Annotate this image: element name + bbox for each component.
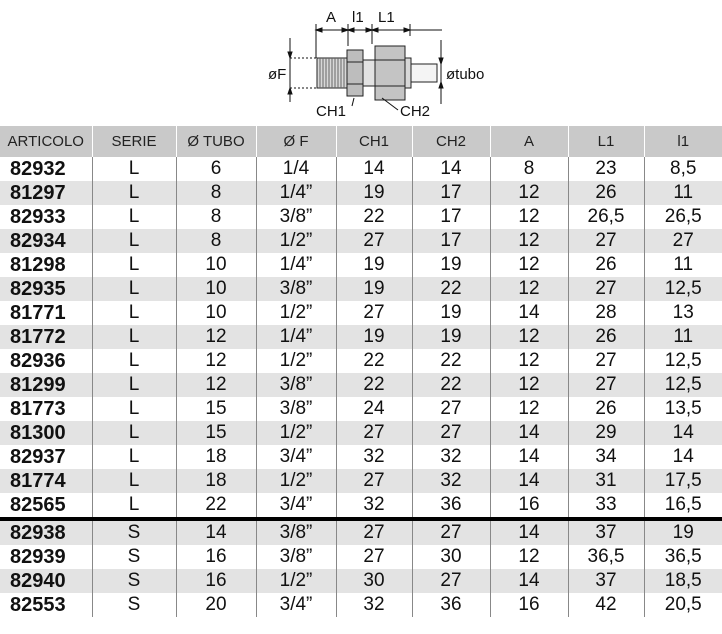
table-cell: L [92,397,176,421]
table-cell: 36,5 [644,545,722,569]
table-cell: 32 [336,593,412,617]
table-cell: 27 [412,397,490,421]
article-code-cell: 81772 [0,325,92,349]
article-code-cell: 81297 [0,181,92,205]
table-cell: 22 [412,349,490,373]
table-cell: 15 [176,397,256,421]
table-cell: 36,5 [568,545,644,569]
table-cell: 22 [336,373,412,397]
table-cell: 16 [176,569,256,593]
table-cell: 19 [412,301,490,325]
article-code-cell: 82553 [10,594,66,616]
table-cell: 12 [490,545,568,569]
table-cell: 16 [490,593,568,617]
table-cell: 22 [412,373,490,397]
table-cell: 14 [490,301,568,325]
table-cell: 22 [336,349,412,373]
table-cell: 22 [412,277,490,301]
table-row [0,325,722,349]
table-cell: 34 [568,445,644,469]
table-cell: 12,5 [644,349,722,373]
table-cell: 12 [490,181,568,205]
table-cell: 12 [490,277,568,301]
column-header: CH2 [412,126,490,157]
table-cell: L [92,253,176,277]
table-cell: 37 [568,519,644,545]
table-cell: 32 [336,445,412,469]
table-cell: 12 [490,205,568,229]
table-cell: 20,5 [644,593,722,617]
table-cell: L [92,493,176,519]
table-cell: 14 [412,157,490,181]
table-cell: 18,5 [644,569,722,593]
table-row [0,569,722,593]
table-row [0,181,722,205]
article-code-cell: 82939 [10,546,66,568]
table-cell: 14 [490,569,568,593]
table-cell: L [92,421,176,445]
table-header-row [0,126,722,157]
table-cell: 18 [176,469,256,493]
table-cell: 1/2” [256,229,336,253]
label-f: øF [268,66,287,83]
table-cell: 11 [644,325,722,349]
table-row [0,373,722,397]
table-cell: 32 [336,493,412,519]
table-cell: 12 [490,373,568,397]
table-cell: 33 [568,493,644,519]
table-cell: 37 [568,569,644,593]
table-cell: 14 [490,445,568,469]
label-tubo: øtubo [446,66,485,83]
table-cell: 27 [568,277,644,301]
table-cell: 26 [568,181,644,205]
table-cell: 16 [490,493,568,519]
table-row [0,593,722,617]
column-header: Ø TUBO [176,126,256,157]
table-row [0,519,722,545]
table-cell: 1/2” [256,301,336,325]
table-cell: 26 [568,253,644,277]
table-row [0,301,722,325]
table-row [0,277,722,301]
article-code-cell: 81773 [10,398,66,420]
table-cell: 1/2” [256,469,336,493]
article-code-cell: 82940 [0,569,92,593]
table-cell: 1/4” [256,253,336,277]
column-header: CH1 [336,126,412,157]
table-cell: 19 [336,277,412,301]
table-cell: 3/8” [256,205,336,229]
table-cell: 19 [412,325,490,349]
table-cell: 23 [568,157,644,181]
table-cell: 14 [490,519,568,545]
table-cell: 18 [176,445,256,469]
table-cell: 27 [568,349,644,373]
column-header: ARTICOLO [0,126,92,157]
table-cell: 27 [568,373,644,397]
table-cell: 22 [336,205,412,229]
table-cell: 26 [568,325,644,349]
table-cell: L [92,469,176,493]
table-cell: 1/4” [256,181,336,205]
table-cell: 12 [490,253,568,277]
table-cell: 14 [644,421,722,445]
table-row [0,349,722,373]
table-cell: 27 [336,469,412,493]
table-cell: 10 [176,277,256,301]
table-cell: 24 [336,397,412,421]
article-code-cell: 82938 [0,519,92,545]
label-ch2: CH2 [400,103,431,120]
table-cell: L [92,301,176,325]
table-row [0,493,722,519]
table-cell: 8 [176,205,256,229]
table-cell: S [92,545,176,569]
table-cell: 3/4” [256,445,336,469]
table-cell: 14 [176,519,256,545]
table-cell: 12 [490,397,568,421]
column-header: l1 [644,126,722,157]
table-cell: 8,5 [644,157,722,181]
table-cell: 19 [336,325,412,349]
column-header: SERIE [92,126,176,157]
table-cell: 26,5 [568,205,644,229]
table-cell: 3/4” [256,493,336,519]
table-cell: 36 [412,493,490,519]
table-cell: L [92,205,176,229]
table-row [0,397,722,421]
table-cell: 27 [336,519,412,545]
table-cell: 27 [336,545,412,569]
table-cell: 36 [412,593,490,617]
table-cell: 27 [568,229,644,253]
label-l1-upper: L1 [378,9,395,26]
table-row [0,253,722,277]
table-cell: 1/2” [256,569,336,593]
table-cell: 3/8” [256,519,336,545]
table-row [0,157,722,181]
table-cell: 3/8” [256,277,336,301]
table-cell: 13 [644,301,722,325]
table-cell: 1/2” [256,421,336,445]
article-code-cell: 82934 [0,229,92,253]
table-cell: 14 [490,469,568,493]
table-cell: L [92,325,176,349]
table-cell: 3/8” [256,545,336,569]
table-cell: L [92,277,176,301]
table-cell: 26 [568,397,644,421]
table-cell: L [92,181,176,205]
table-cell: 27 [336,421,412,445]
table-cell: 14 [644,445,722,469]
table-cell: 3/8” [256,397,336,421]
table-row [0,445,722,469]
table-cell: 12,5 [644,277,722,301]
f-dimension [288,38,318,102]
table-cell: 1/4 [256,157,336,181]
table-cell: 10 [176,301,256,325]
table-cell: 19 [412,253,490,277]
label-ch1: CH1 [316,103,347,120]
table-cell: 14 [490,421,568,445]
label-l1-lower: l1 [352,9,364,26]
table-cell: 1/4” [256,325,336,349]
fitting-diagram [0,0,722,126]
table-cell: 17 [412,181,490,205]
table-cell: 14 [336,157,412,181]
table-cell: 28 [568,301,644,325]
table-cell: 10 [176,253,256,277]
article-code-cell: 82936 [10,350,66,372]
table-cell: 27 [412,519,490,545]
table-row [0,421,722,445]
table-cell: 27 [336,301,412,325]
table-cell: 12 [490,229,568,253]
table-cell: 31 [568,469,644,493]
table-cell: 27 [644,229,722,253]
table-cell: L [92,373,176,397]
article-code-cell: 82937 [10,446,66,468]
table-cell: 13,5 [644,397,722,421]
column-header: A [490,126,568,157]
table-cell: 12 [176,349,256,373]
table-cell: 6 [176,157,256,181]
table-cell: L [92,229,176,253]
fitting-body [317,46,437,100]
table-row [0,469,722,493]
table-cell: 17 [412,205,490,229]
table-cell: 30 [412,545,490,569]
table-cell: 42 [568,593,644,617]
article-code-cell: 82935 [0,277,92,301]
table-cell: 12 [490,325,568,349]
table-cell: L [92,349,176,373]
article-code-cell: 81299 [0,373,92,397]
table-cell: 3/4” [256,593,336,617]
table-cell: 22 [176,493,256,519]
table-cell: 11 [644,253,722,277]
table-cell: 32 [412,469,490,493]
table-cell: 1/2” [256,349,336,373]
table-cell: 30 [336,569,412,593]
table-cell: S [92,519,176,545]
table-row [0,545,722,569]
table-cell: 16 [176,545,256,569]
article-code-cell: 81771 [10,302,66,324]
table-cell: 8 [176,181,256,205]
table-cell: 12 [176,373,256,397]
table-cell: 27 [412,421,490,445]
table-cell: 20 [176,593,256,617]
table-cell: 11 [644,181,722,205]
table-cell: 12 [490,349,568,373]
table-cell: 15 [176,421,256,445]
table-cell: 19 [644,519,722,545]
article-code-cell: 81300 [0,421,92,445]
table-cell: 12 [176,325,256,349]
table-cell: 12,5 [644,373,722,397]
article-code-cell: 82565 [10,494,66,516]
table-cell: 27 [412,569,490,593]
table-cell: 8 [490,157,568,181]
table-cell: L [92,445,176,469]
table-cell: 17 [412,229,490,253]
column-header: Ø F [256,126,336,157]
tubo-dimension [439,40,443,104]
column-header: L1 [568,126,644,157]
table-row [0,205,722,229]
article-code-cell: 82933 [10,206,66,228]
article-code-cell: 81298 [10,254,66,276]
table-cell: 29 [568,421,644,445]
table-row [0,229,722,253]
table-cell: 17,5 [644,469,722,493]
table-cell: 27 [336,229,412,253]
table-cell: S [92,569,176,593]
product-table [0,126,722,617]
table-cell: 3/8” [256,373,336,397]
article-code-cell: 81774 [0,469,92,493]
table-cell: 26,5 [644,205,722,229]
table-cell: 32 [412,445,490,469]
article-code-cell: 82932 [10,158,66,180]
table-cell: 19 [336,181,412,205]
label-a: A [326,9,337,26]
table-cell: S [92,593,176,617]
table-cell: L [92,157,176,181]
table-cell: 16,5 [644,493,722,519]
table-cell: 19 [336,253,412,277]
table-cell: 8 [176,229,256,253]
